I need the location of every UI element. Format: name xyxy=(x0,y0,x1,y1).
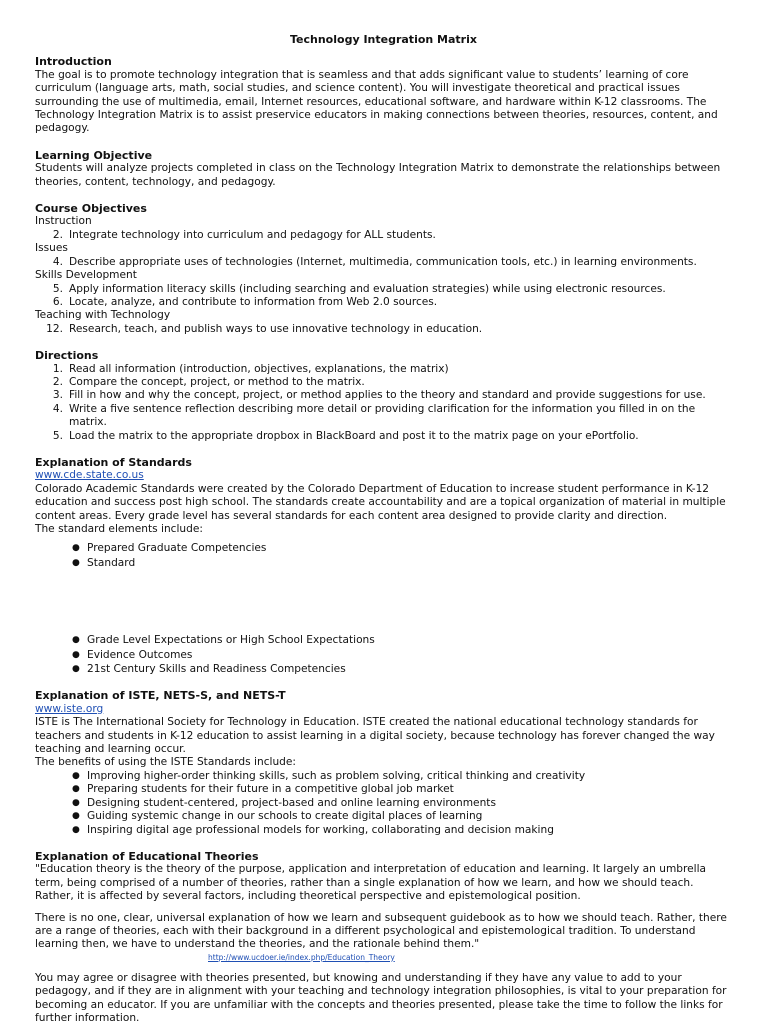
objective-item xyxy=(35,323,732,336)
education-theory-link[interactable]: http://www.ucdoer.ie/index.php/Education_Theory xyxy=(208,952,395,962)
list-item xyxy=(35,797,732,810)
objective-text: Locate, analyze, and contribute to information from Web 2.0 sources. xyxy=(69,295,438,308)
list-item xyxy=(35,824,732,837)
direction-text: Write a five sentence reflection describing more detail or providing clarification for the information you filled in on the matrix. xyxy=(69,402,696,429)
list-item-text: 21st Century Skills and Readiness Competencies xyxy=(87,663,346,676)
list-item xyxy=(35,770,732,783)
list-item xyxy=(35,649,732,662)
theories-closing: You may agree or disagree with theories presented, but knowing and understanding if they have any value to add to your pedagogy, and if they are in alignment with your teaching and technology integration philosophies, is vital to your preparation for becoming an educator. If you are unfamiliar with the concepts and theories presented, please take the time to follow the links for further information. xyxy=(35,971,727,1024)
directions-heading: Directions xyxy=(35,349,99,363)
standards-body: Colorado Academic Standards were created by the Colorado Department of Education to increase student performance in K-12 education and success post high school. The standards create accountability and are a topical organization of material in multiple content areas. Every grade level has several standards for each content area designed to provide clarity and direction. xyxy=(35,482,726,522)
objective-number: 4. xyxy=(52,255,63,268)
objective-group-label: Skills Development xyxy=(35,269,137,282)
document-title: Technology Integration Matrix xyxy=(290,33,477,46)
objective-item xyxy=(35,283,732,296)
objective-text: Describe appropriate uses of technologies (Internet, multimedia, communication tools, etc.) in learning environments. xyxy=(69,255,697,268)
bullet-icon: ● xyxy=(72,635,80,646)
direction-item xyxy=(35,430,732,443)
list-item-text: Improving higher-order thinking skills, such as problem solving, critical thinking and creativity xyxy=(87,769,586,782)
bullet-icon: ● xyxy=(72,797,80,808)
list-item xyxy=(35,810,732,823)
iste-link[interactable]: www.iste.org xyxy=(35,702,104,715)
theories-quote-2: There is no one, clear, universal explanation of how we learn and subsequent guidebook as to how we should teach. Rather, there are a range of theories, each with their background in a different psychological and epistemological tradition. To understand learning then, we have to understand the theories, and the rationale behind them." xyxy=(35,911,727,951)
cde-link[interactable]: www.cde.state.co.us xyxy=(35,469,144,482)
direction-text: Read all information (introduction, objectives, explanations, the matrix) xyxy=(69,362,449,375)
direction-number: 4. xyxy=(52,402,63,415)
list-item-text: Prepared Graduate Competencies xyxy=(87,542,267,555)
bullet-icon: ● xyxy=(72,557,80,568)
list-item xyxy=(35,783,732,796)
direction-item xyxy=(35,363,732,376)
list-item-text: Designing student-centered, project-based and online learning environments xyxy=(87,796,496,809)
objective-group-label: Issues xyxy=(35,242,68,255)
standards-section xyxy=(35,456,732,676)
objective-group-label: Instruction xyxy=(35,215,92,228)
introduction-section xyxy=(35,55,732,135)
direction-number: 1. xyxy=(52,362,63,375)
objective-item xyxy=(35,296,732,309)
bullet-icon: ● xyxy=(72,811,80,822)
direction-item xyxy=(35,389,732,402)
list-item-text: Evidence Outcomes xyxy=(87,648,193,661)
objective-text: Apply information literacy skills (including searching and evaluation strategies) while using electronic resources. xyxy=(69,282,666,295)
theories-quote-1: "Education theory is the theory of the purpose, application and interpretation of education and learning. It largely an umbrella term, being comprised of a number of theories, rather than a single explanation of how we learn, and how we should teach. Rather, it is affected by several factors, including theoretical perspective and epistemological position. xyxy=(35,863,707,903)
direction-item xyxy=(35,403,732,430)
list-item xyxy=(35,542,732,555)
theories-section xyxy=(35,850,732,1025)
introduction-body: The goal is to promote technology integration that is seamless and that adds significant value to students’ learning of core curriculum (language arts, math, social studies, and science content). You will investigate theoretical and practical issues surrounding the use of multimedia, email, Internet resources, educational software, and hardware within K-12 classrooms. The Technology Integration Matrix is to assist preservice educators in making connections between theories, resources, content, and pedagogy. xyxy=(35,68,718,135)
course-objectives-heading: Course Objectives xyxy=(35,202,147,216)
standards-intro-line: The standard elements include: xyxy=(35,523,203,535)
objective-number: 6. xyxy=(52,295,63,308)
bullet-icon: ● xyxy=(72,543,80,554)
list-item xyxy=(35,557,732,570)
direction-item xyxy=(35,376,732,389)
iste-section xyxy=(35,689,732,836)
standard-elements-list-continued xyxy=(35,634,732,676)
course-objectives-section xyxy=(35,202,732,336)
list-item-text: Preparing students for their future in a competitive global job market xyxy=(87,783,454,796)
direction-text: Fill in how and why the concept, project, or method applies to the theory and standard and provide suggestions for use. xyxy=(69,389,706,402)
iste-heading: Explanation of ISTE, NETS-S, and NETS-T xyxy=(35,689,286,703)
learning-objective-body: Students will analyze projects completed in class on the Technology Integration Matrix to demonstrate the relationships between theories, content, technology, and pedagogy. xyxy=(35,162,721,188)
objective-text: Research, teach, and publish ways to use innovative technology in education. xyxy=(69,322,483,335)
list-item xyxy=(35,634,732,647)
objective-group-label: Teaching with Technology xyxy=(35,309,171,322)
objective-text: Integrate technology into curriculum and pedagogy for ALL students. xyxy=(69,228,436,241)
iste-intro-line: The benefits of using the ISTE Standards include: xyxy=(35,756,296,769)
theories-heading: Explanation of Educational Theories xyxy=(35,849,259,863)
iste-body: ISTE is The International Society for Technology in Education. ISTE created the national educational technology standards for teachers and students in K-12 education to assist learning in a digital society, because technology has forever changed the way teaching and learning occur. xyxy=(35,716,715,756)
learning-objective-heading: Learning Objective xyxy=(35,148,153,162)
bullet-icon: ● xyxy=(72,649,80,660)
objective-number: 2. xyxy=(52,228,63,241)
standards-heading: Explanation of Standards xyxy=(35,455,192,469)
list-item-text: Inspiring digital age professional models for working, collaborating and decision making xyxy=(87,823,554,836)
bullet-icon: ● xyxy=(72,664,80,675)
learning-objective-section xyxy=(35,149,732,189)
objective-number: 5. xyxy=(52,282,63,295)
bullet-icon: ● xyxy=(72,784,80,795)
direction-text: Compare the concept, project, or method to the matrix. xyxy=(69,375,365,388)
objective-item xyxy=(35,229,732,242)
bullet-icon: ● xyxy=(72,824,80,835)
list-item-text: Standard xyxy=(87,556,136,569)
direction-number: 3. xyxy=(52,389,63,402)
objective-number: 12. xyxy=(46,322,63,335)
introduction-heading: Introduction xyxy=(35,55,112,69)
list-item-text: Grade Level Expectations or High School Expectations xyxy=(87,634,375,647)
bullet-icon: ● xyxy=(72,770,80,781)
direction-number: 5. xyxy=(52,429,63,442)
list-item xyxy=(35,663,732,676)
blank-space xyxy=(35,570,732,634)
direction-number: 2. xyxy=(52,375,63,388)
standard-elements-list xyxy=(35,542,732,570)
direction-text: Load the matrix to the appropriate dropbox in BlackBoard and post it to the matrix page on your ePortfolio. xyxy=(69,429,639,442)
directions-section xyxy=(35,349,732,443)
list-item-text: Guiding systemic change in our schools to create digital places of learning xyxy=(87,810,483,823)
iste-benefits-list xyxy=(35,770,732,837)
objective-item xyxy=(35,256,732,269)
